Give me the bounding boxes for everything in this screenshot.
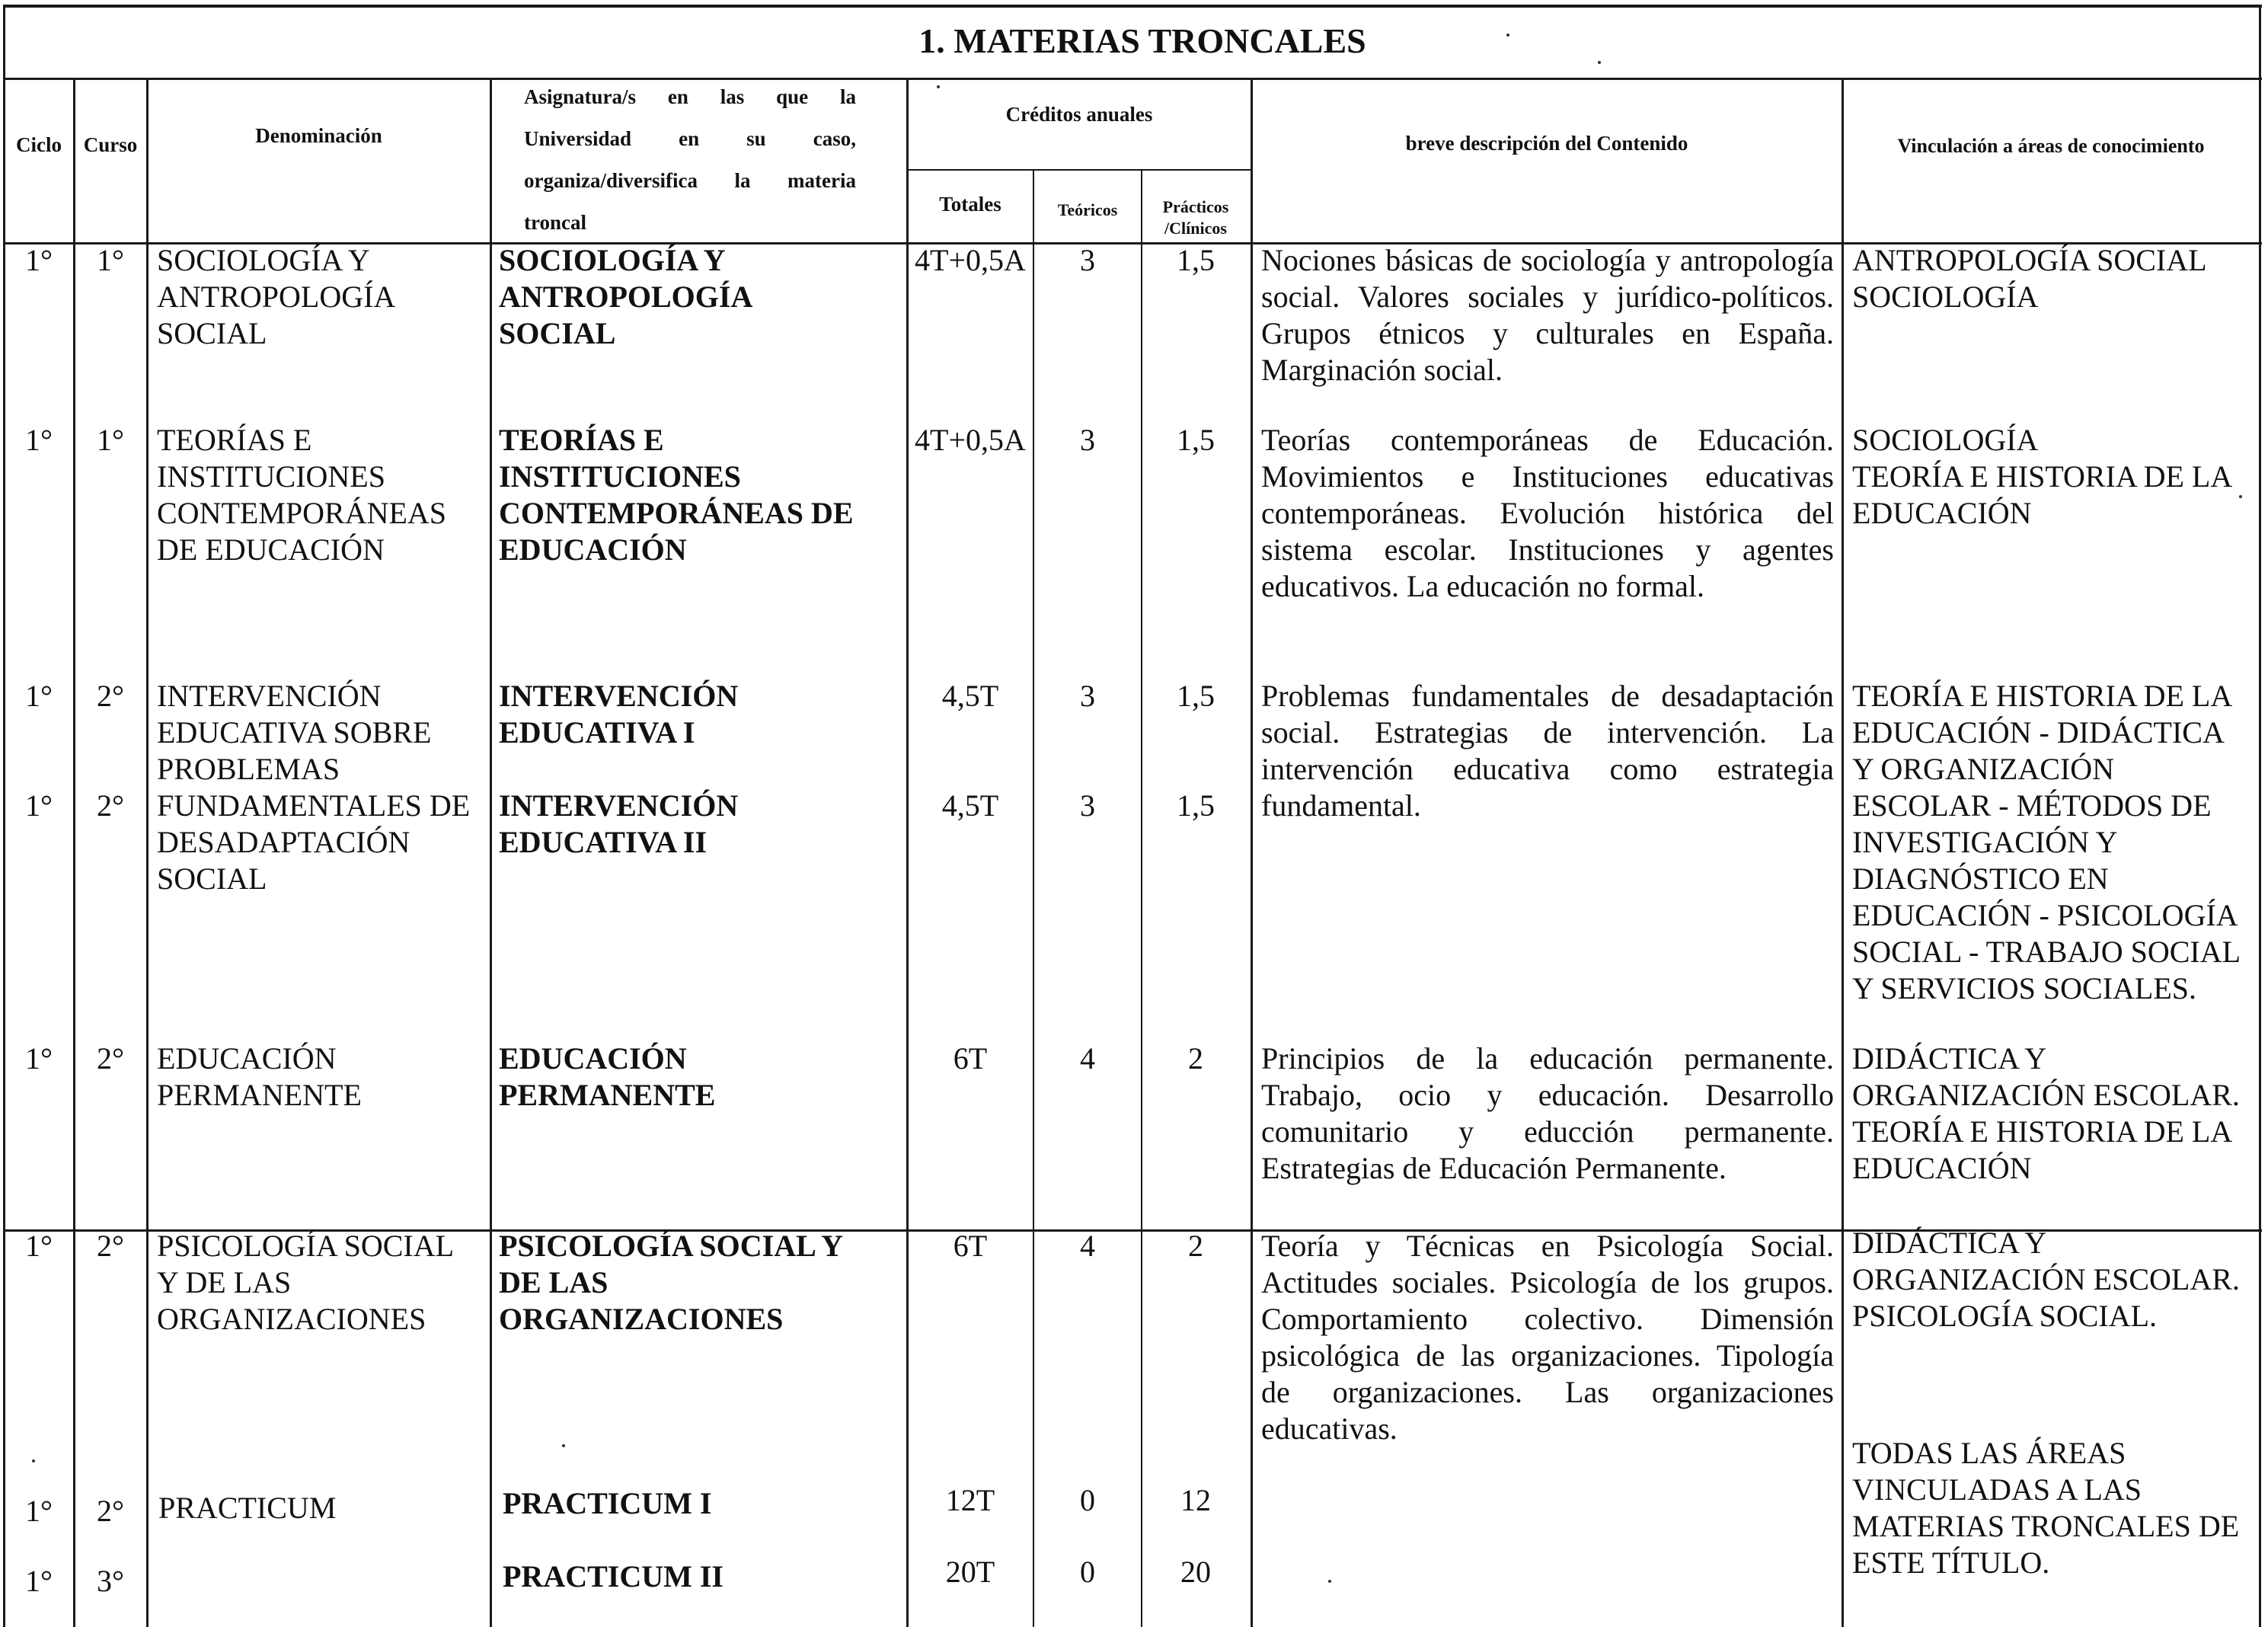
- header-asignatura: Asignatura/s en las que la Universidad en su caso, organiza/diversifica la materia troncal: [524, 85, 856, 234]
- cell-descripcion: Principios de la educación permanente. Trabajo, ocio y educación. Desarrollo comunitario y educción permanente. Estrategias de Educación Permanente.: [1261, 1041, 1834, 1185]
- cell-vinculacion: DIDÁCTICA Y ORGANIZACIÓN ESCOLAR. TEORÍA E HISTORIA DE LA EDUCACIÓN: [1852, 1041, 2240, 1185]
- cell-curso: 2°: [97, 1494, 124, 1528]
- cell-ciclo: 1°: [25, 1564, 53, 1598]
- cell-ciclo: 1°: [25, 1041, 53, 1076]
- col-divider-ciclo-curso: [73, 78, 75, 1627]
- scan-speck: [1328, 1580, 1331, 1583]
- cell-descripcion: Teorías contemporáneas de Educación. Movimientos e Instituciones educativas contemporáneas. Evolución histórica del sistema escolar. Instituciones y agentes educativos. La educación no formal.: [1261, 423, 1834, 603]
- cell-teoricos: 0: [1080, 1483, 1095, 1517]
- cell-denominacion: EDUCACIÓN PERMANENTE: [157, 1041, 362, 1112]
- cell-denominacion: PSICOLOGÍA SOCIAL Y DE LAS ORGANIZACIONES: [157, 1229, 455, 1336]
- header-descripcion: breve descripción del Contenido: [1405, 132, 1688, 155]
- scan-speck: [937, 85, 940, 88]
- cell-teoricos: 4: [1080, 1229, 1095, 1263]
- cell-teoricos: 3: [1080, 679, 1095, 713]
- cell-asignatura: PRACTICUM I: [503, 1486, 712, 1520]
- cell-teoricos: 3: [1080, 423, 1095, 457]
- cell-totales: 6T: [953, 1041, 988, 1076]
- cell-denominacion: SOCIOLOGÍA Y ANTROPOLOGÍA SOCIAL: [157, 243, 396, 350]
- table-title: 1. MATERIAS TRONCALES: [918, 21, 1366, 60]
- cell-totales: 4T+0,5A: [915, 423, 1026, 457]
- cell-asignatura: INTERVENCIÓN EDUCATIVA I: [499, 679, 739, 750]
- header-vinculacion: Vinculación a áreas de conocimiento: [1897, 135, 2205, 157]
- cell-asignatura: PSICOLOGÍA SOCIAL Y DE LAS ORGANIZACIONES: [499, 1229, 843, 1336]
- cell-practicos: 20: [1180, 1555, 1211, 1589]
- table-top-border: [3, 5, 2262, 8]
- scan-speck: [32, 1459, 35, 1462]
- cell-asignatura: TEORÍAS E INSTITUCIONES CONTEMPORÁNEAS DE EDUCACIÓN: [499, 423, 854, 567]
- cell-totales: 6T: [953, 1229, 988, 1263]
- header-curso: Curso: [83, 133, 138, 156]
- col-divider-descripcion-vinculacion: [1842, 78, 1844, 1627]
- col-divider-asignatura-creditos: [906, 78, 909, 1627]
- left-border: [3, 5, 5, 1627]
- cell-practicos: 1,5: [1177, 243, 1215, 277]
- header-teoricos: Teóricos: [1057, 200, 1118, 219]
- col-divider-creditos-descripcion: [1251, 78, 1253, 1627]
- scan-speck: [1506, 34, 1509, 37]
- scan-speck: [562, 1444, 565, 1447]
- title-bottom-border: [3, 78, 2262, 80]
- cell-denominacion: INTERVENCIÓN EDUCATIVA SOBRE PROBLEMAS FUNDAMENTALES DE DESADAPTACIÓN SOCIAL: [157, 679, 471, 896]
- cell-ciclo: 1°: [25, 1229, 53, 1263]
- header-totales: Totales: [939, 193, 1001, 216]
- cell-curso: 2°: [97, 1229, 124, 1263]
- cell-teoricos: 3: [1080, 243, 1095, 277]
- cell-totales: 4,5T: [941, 679, 999, 713]
- col-divider-totales-teoricos: [1033, 169, 1034, 1627]
- scan-speck: [1598, 61, 1601, 64]
- header-creditos: Créditos anuales: [1005, 103, 1153, 126]
- cell-ciclo: 1°: [25, 243, 53, 277]
- cell-asignatura: SOCIOLOGÍA Y ANTROPOLOGÍA SOCIAL: [499, 243, 753, 350]
- creditos-subheader-line: [906, 169, 1251, 171]
- cell-ciclo: 1°: [25, 1494, 53, 1528]
- cell-curso: 1°: [97, 243, 124, 277]
- cell-vinculacion: TEORÍA E HISTORIA DE LA EDUCACIÓN - DIDÁCTICA Y ORGANIZACIÓN ESCOLAR - MÉTODOS DE INVESTIGACIÓN Y DIAGNÓSTICO EN EDUCACIÓN - PSICOLOGÍA SOCIAL - TRABAJO SOCIAL Y SERVICIOS SOCIALES.: [1852, 679, 2241, 1005]
- cell-curso: 2°: [97, 679, 124, 713]
- col-divider-curso-denominacion: [146, 78, 149, 1627]
- cell-descripcion: Teoría y Técnicas en Psicología Social. Actitudes sociales. Psicología de los grupos. Comportamiento colectivo. Dimensión psicológica de las organizaciones. Tipología de organizaciones. Las organizaciones educativas.: [1261, 1229, 1834, 1446]
- cell-teoricos: 0: [1080, 1555, 1095, 1589]
- col-divider-teoricos-practicos: [1141, 169, 1142, 1627]
- cell-asignatura: INTERVENCIÓN EDUCATIVA II: [499, 788, 739, 859]
- cell-teoricos: 4: [1080, 1041, 1095, 1076]
- cell-denominacion: TEORÍAS E INSTITUCIONES CONTEMPORÁNEAS DE EDUCACIÓN: [157, 423, 447, 567]
- cell-practicos: 1,5: [1177, 423, 1215, 457]
- cell-practicos: 12: [1180, 1483, 1211, 1517]
- cell-practicos: 1,5: [1177, 788, 1215, 823]
- cell-totales: 4T+0,5A: [915, 243, 1026, 277]
- cell-curso: 2°: [97, 1041, 124, 1076]
- cell-practicos: 1,5: [1177, 679, 1215, 713]
- col-divider-denominacion-asignatura: [490, 78, 492, 1627]
- cell-vinculacion: TODAS LAS ÁREAS VINCULADAS A LAS MATERIAS TRONCALES DE ESTE TÍTULO.: [1852, 1436, 2240, 1580]
- cell-curso: 1°: [97, 423, 124, 457]
- cell-practicos: 2: [1188, 1229, 1203, 1263]
- cell-asignatura: PRACTICUM II: [503, 1559, 724, 1593]
- cell-curso: 2°: [97, 788, 124, 823]
- cell-vinculacion: DIDÁCTICA Y ORGANIZACIÓN ESCOLAR. PSICOLOGÍA SOCIAL.: [1852, 1226, 2240, 1333]
- cell-teoricos: 3: [1080, 788, 1095, 823]
- cell-descripcion: Nociones básicas de sociología y antropología social. Valores sociales y jurídico-políticos. Grupos étnicos y culturales en España. Marginación social.: [1261, 243, 1834, 387]
- cell-descripcion: Problemas fundamentales de desadaptación social. Estrategias de intervención. La intervención educativa como estrategia fundamental.: [1261, 679, 1834, 823]
- cell-denominacion: PRACTICUM: [158, 1491, 337, 1525]
- cell-asignatura: EDUCACIÓN PERMANENTE: [499, 1041, 716, 1112]
- cell-ciclo: 1°: [25, 679, 53, 713]
- scan-speck: [2239, 495, 2242, 498]
- header-denominacion: Denominación: [255, 124, 382, 147]
- header-practicos: Prácticos /Clínicos: [1162, 197, 1229, 238]
- cell-practicos: 2: [1188, 1041, 1203, 1076]
- cell-vinculacion: SOCIOLOGÍA TEORÍA E HISTORIA DE LA EDUCACIÓN: [1852, 423, 2233, 530]
- cell-curso: 3°: [97, 1564, 124, 1598]
- cell-vinculacion: ANTROPOLOGÍA SOCIAL SOCIOLOGÍA: [1852, 243, 2207, 314]
- cell-totales: 4,5T: [941, 788, 999, 823]
- right-border: [2259, 5, 2261, 1627]
- cell-ciclo: 1°: [25, 788, 53, 823]
- header-ciclo: Ciclo: [16, 133, 62, 156]
- cell-totales: 12T: [945, 1483, 995, 1517]
- cell-ciclo: 1°: [25, 423, 53, 457]
- cell-totales: 20T: [945, 1555, 995, 1589]
